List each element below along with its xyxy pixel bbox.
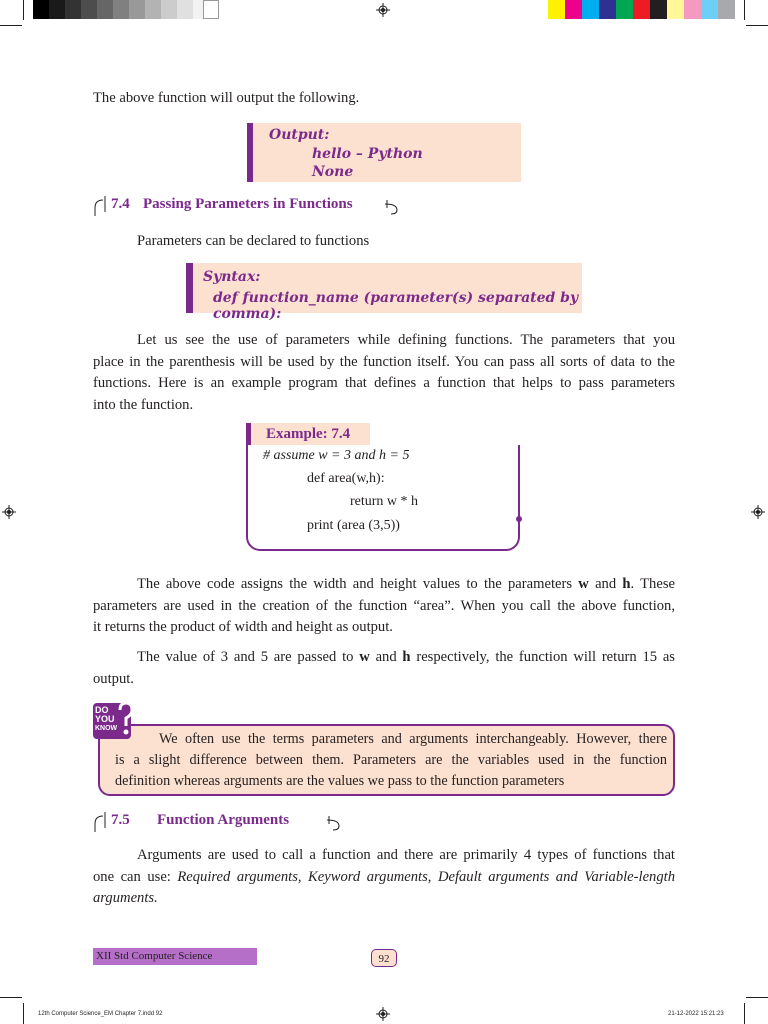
badge-word: DO bbox=[95, 705, 109, 715]
section-title: Passing Parameters in Functions bbox=[143, 196, 353, 212]
paragraph-line: Let us see the use of parameters while defining functions. The parameters that you bbox=[137, 332, 675, 348]
output-line: None bbox=[312, 164, 354, 180]
paragraph-line: into the function. bbox=[93, 396, 194, 413]
section-number: 7.4 bbox=[111, 196, 130, 212]
paragraph-line: We often use the terms parameters and arguments interchangeably. However, there bbox=[159, 731, 667, 747]
paragraph-line: place in the parenthesis will be used by the function itself. You can pass all sorts of data to the bbox=[93, 353, 675, 370]
syntax-box bbox=[186, 263, 582, 322]
paragraph-line: it returns the product of width and height as output. bbox=[93, 619, 393, 635]
text-run: . These bbox=[630, 576, 675, 592]
paragraph-line: Arguments are used to call a function and there are primarily 4 types of functions that bbox=[137, 847, 675, 863]
text-run: and bbox=[588, 576, 623, 592]
slug-date: 21-12-2022 15:21:23 bbox=[668, 1011, 724, 1017]
code-line: return w * h bbox=[350, 494, 419, 509]
syntax-label: Syntax: bbox=[203, 269, 261, 285]
slug-file: 12th Computer Science_EM Chapter 7.indd 92 bbox=[38, 1011, 163, 1017]
book-title-footer: XII Std Computer Science bbox=[93, 948, 257, 965]
text-run: respectively, the function will return 15 as bbox=[410, 649, 675, 665]
output-box bbox=[247, 123, 521, 182]
paragraph-line: definition whereas arguments are the values we pass to the function parameters bbox=[115, 773, 565, 789]
bold-w: w bbox=[359, 649, 370, 665]
value-paragraph bbox=[93, 647, 675, 690]
registration-mark-icon bbox=[376, 1007, 390, 1021]
question-mark-icon bbox=[117, 702, 133, 738]
text-run: and bbox=[369, 649, 403, 665]
paragraph-line bbox=[93, 888, 675, 910]
code-line: def area(w,h): bbox=[307, 471, 385, 486]
registration-mark-icon bbox=[751, 505, 765, 519]
paragraph-line: parameters are used in the creation of the function “area”. When you call the above function, bbox=[93, 597, 675, 614]
bold-w: w bbox=[578, 576, 589, 592]
params-declared-line: Parameters can be declared to functions bbox=[137, 233, 370, 249]
text-run: one can use: bbox=[93, 868, 178, 885]
paragraph-line: is a slight difference between them. Parameters are the variables used in the function bbox=[115, 752, 667, 768]
paragraph-line bbox=[93, 647, 675, 669]
code-line: print (area (3,5)) bbox=[307, 518, 400, 533]
text-run: The value of 3 and 5 are passed to bbox=[137, 649, 360, 665]
code-comment: # assume w = 3 and h = 5 bbox=[263, 448, 410, 463]
arguments-paragraph bbox=[93, 845, 675, 910]
output-line: hello – Python bbox=[312, 146, 423, 162]
badge-word: KNOW bbox=[95, 725, 118, 732]
syntax-line: def function_name (parameter(s) separated by comma): bbox=[213, 290, 579, 322]
section-title: Function Arguments bbox=[157, 812, 290, 828]
registration-mark-icon bbox=[2, 505, 16, 519]
section-heading-7-4 bbox=[93, 194, 401, 220]
paragraph-line: functions. Here is an example program that defines a function that helps to pass parameters bbox=[93, 375, 675, 391]
section-number: 7.5 bbox=[111, 812, 130, 828]
example-label: Example: 7.4 bbox=[246, 423, 370, 445]
do-you-know-text bbox=[115, 729, 667, 792]
page-number: 92 bbox=[371, 949, 397, 967]
output-label: Output: bbox=[269, 127, 330, 143]
paragraph-line bbox=[93, 574, 675, 596]
section-heading-7-5 bbox=[93, 810, 343, 836]
paragraph-line bbox=[93, 867, 675, 889]
bold-h: h bbox=[622, 576, 631, 592]
text-run: The above code assigns the width and height values to the parameters bbox=[137, 576, 579, 592]
badge-word: YOU bbox=[95, 714, 115, 724]
paragraph-line: output. bbox=[93, 670, 134, 687]
italic-run: arguments. bbox=[93, 890, 158, 906]
registration-mark-icon bbox=[376, 3, 390, 17]
intro-line: The above function will output the following. bbox=[93, 90, 360, 106]
italic-run: Required arguments, Keyword arguments, Default arguments and Variable-length bbox=[177, 868, 675, 885]
bold-h: h bbox=[402, 649, 411, 665]
frame-end-dot-icon bbox=[514, 514, 524, 524]
parameters-paragraph bbox=[93, 330, 675, 416]
code-explanation-paragraph bbox=[93, 574, 675, 639]
